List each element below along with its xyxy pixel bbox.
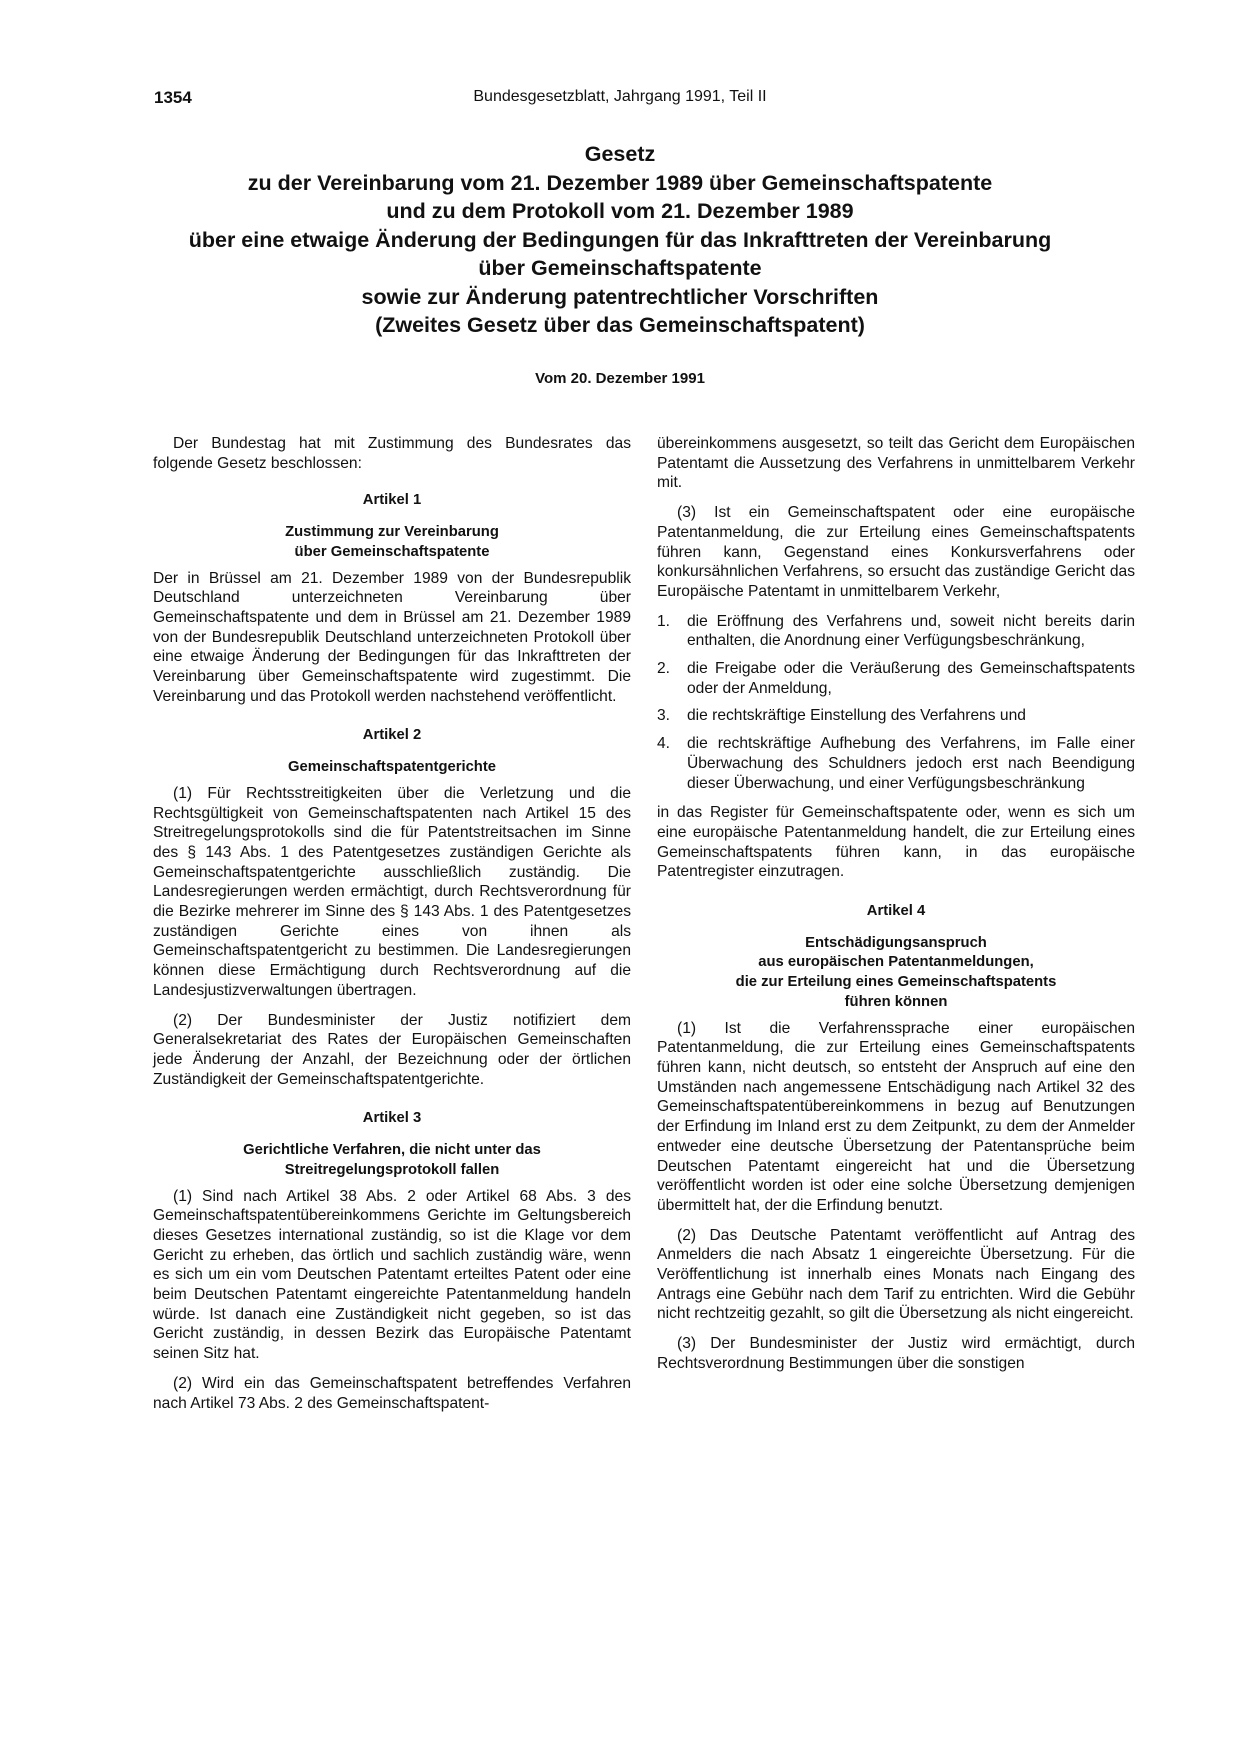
title-line: über Gemeinschaftspatente	[478, 256, 762, 280]
article-3-number: Artikel 3	[362, 1110, 422, 1127]
article-2-number: Artikel 2	[362, 727, 422, 744]
title-line: und zu dem Protokoll vom 21. Dezember 1989	[386, 199, 854, 223]
title-line: (Zweites Gesetz über das Gemeinschaftspatent)	[375, 313, 865, 337]
law-title	[80, 140, 1160, 340]
article-title-line: Zustimmung zur Vereinbarung	[285, 524, 499, 541]
article-3-paragraph-2: (2) Wird ein das Gemeinschaftspatent betreffendes Verfahren nach Artikel 73 Abs. 2 des Gemeinschaftspatent-	[153, 1374, 631, 1412]
right-column	[657, 434, 1135, 1384]
title-line: Gesetz	[584, 142, 656, 166]
list-item	[657, 706, 1135, 726]
list-item	[657, 659, 1135, 698]
article-4-paragraph-3: (3) Der Bundesminister der Justiz wird ermächtigt, durch Rechtsverordnung Bestimmungen über die sonstigen	[657, 1335, 1135, 1372]
article-3-paragraph-1: (1) Sind nach Artikel 38 Abs. 2 oder Artikel 68 Abs. 3 des Gemeinschaftspatentübereinkommens Gerichte im Geltungsbereich dieses Gesetzes international zuständig, so ist die Klage vor dem Gericht zu erheben, das örtlich und sachlich zuständig wäre, wenn es sich um ein vom Deutschen Patentamt erteiltes Patent oder eine beim Deutschen Patentamt eingereichte Patentanmeldung handeln würde. Ist danach eine Zuständigkeit nicht gegeben, so ist das Gericht zuständig, in dessen Bezirk das Europäische Patentamt seinen Sitz hat.	[153, 1187, 631, 1363]
law-date: Vom 20. Dezember 1991	[535, 370, 705, 387]
running-title: Bundesgesetzblatt, Jahrgang 1991, Teil II	[473, 88, 767, 105]
article-2-paragraph-1: (1) Für Rechtsstreitigkeiten über die Verletzung und die Rechtsgültigkeit von Gemeinschaftspatenten nach Artikel 15 des Streitregelungsprotokolls sind die für Patentstreitsachen im Sinne des § 143 Abs. 1 des Patentgesetzes zuständigen Gerichte als Gemeinschaftspatentgerichte ausschließlich zuständig. Die Landesregierungen werden ermächtigt, durch Rechtsverordnung für die Bezirke mehrerer im Sinne des § 143 Abs. 1 des Patentgesetzes zuständigen Gerichte eines von ihnen als Gemeinschaftspatentgericht zu bestimmen. Die Landesregierungen können diese Ermächtigung durch Rechtsverordnung auf die Landesjustizverwaltungen übertragen.	[153, 784, 631, 999]
article-3-paragraph-3-end: in das Register für Gemeinschaftspatente oder, wenn es sich um eine europäische Patentanmeldung handelt, die zur Erteilung eines Gemeinschaftspatents führen kann, in das europäische Patentregister einzutragen.	[657, 804, 1135, 881]
list-item	[657, 734, 1135, 793]
title-line: über eine etwaige Änderung der Bedingungen für das Inkrafttreten der Vereinbarung	[188, 227, 1052, 252]
article-title-line: Entschädigungsanspruch	[805, 934, 987, 951]
list-item-text: die Eröffnung des Verfahrens und, soweit nicht bereits darin enthalten, die Anordnung einer Verfügungsbeschränkung,	[687, 612, 1135, 650]
list-item-number: 2.	[657, 660, 671, 678]
article-title-line: Gemeinschaftspatentgerichte	[287, 759, 497, 776]
article-title-line: aus europäischen Patentanmeldungen,	[758, 954, 1034, 971]
article-3-title	[153, 1141, 631, 1180]
list-item	[657, 612, 1135, 651]
intro-paragraph: Der Bundestag hat mit Zustimmung des Bundesrates das folgende Gesetz beschlossen:	[153, 435, 631, 472]
article-title-line: führen können	[844, 993, 948, 1010]
article-1-text: Der in Brüssel am 21. Dezember 1989 von der Bundesrepublik Deutschland unterzeichneten Vereinbarung über Gemeinschaftspatente und dem in Brüssel am 21. Dezember 1989 von der Bundesrepublik Deutschland unterzeichneten Protokoll über eine etwaige Änderung der Bedingungen für das Inkrafttreten der Vereinbarung über Gemeinschaftspatente wird zugestimmt. Die Vereinbarung und das Protokoll werden nachstehend veröffentlicht.	[153, 569, 631, 705]
page-header	[0, 88, 1240, 112]
article-1-title	[153, 523, 631, 562]
article-4-number: Artikel 4	[866, 903, 926, 920]
article-3-paragraph-2-continued: übereinkommens ausgesetzt, so teilt das Gericht dem Europäischen Patentamt die Aussetzung des Verfahrens in unmittelbarem Verkehr mit.	[657, 435, 1135, 492]
article-title-line: Gerichtliche Verfahren, die nicht unter das	[243, 1142, 541, 1159]
article-3-paragraph-3: (3) Ist ein Gemeinschaftspatent oder eine europäische Patentanmeldung, die zur Erteilung eines Gemeinschaftspatents führen kann, Gegenstand eines Konkursverfahrens oder konkursähnlichen Verfahrens, so ersucht das zuständige Gericht das Europäische Patentamt in unmittelbarem Verkehr,	[657, 504, 1135, 600]
article-title-line: Streitregelungsprotokoll fallen	[284, 1161, 500, 1178]
article-4-paragraph-1: (1) Ist die Verfahrenssprache einer europäischen Patentanmeldung, die zur Erteilung eines Gemeinschaftspatents führen kann, nicht deutsch, so entsteht der Anspruch auf eine den Umständen nach angemessene Entschädigung nach Artikel 32 des Gemeinschaftspatentübereinkommens in bezug auf Benutzungen der Erfindung im Inland erst zu dem Zeitpunkt, zu dem der Anmelder entweder eine deutsche Übersetzung der Patentansprüche beim Deutschen Patentamt eingereicht hat und die Übersetzung veröffentlicht worden ist oder eine solche Übersetzung demjenigen übermittelt hat, der die Erfindung benutzt.	[657, 1019, 1135, 1214]
article-4-title	[657, 934, 1135, 1013]
left-column	[153, 434, 631, 1423]
list-item-text: die rechtskräftige Einstellung des Verfahrens und	[687, 707, 1026, 725]
list-item-text: die Freigabe oder die Veräußerung des Gemeinschaftspatents oder der Anmeldung,	[687, 660, 1135, 697]
article-title-line: über Gemeinschaftspatente	[294, 543, 490, 560]
article-3-list	[657, 612, 1135, 794]
article-title-line: die zur Erteilung eines Gemeinschaftspatents	[735, 974, 1057, 991]
article-2-paragraph-2: (2) Der Bundesminister der Justiz notifiziert dem Generalsekretariat des Rates der Europäischen Gemeinschaften jede Änderung der Anzahl, der Bezeichnung oder der örtlichen Zuständigkeit der Gemeinschaftspatentgerichte.	[153, 1011, 631, 1088]
list-item-number: 4.	[657, 735, 671, 753]
list-item-number: 3.	[657, 707, 671, 725]
article-4-paragraph-2: (2) Das Deutsche Patentamt veröffentlicht auf Antrag des Anmelders die nach Absatz 1 eingereichte Übersetzung. Für die Veröffentlichung ist innerhalb eines Monats nach Eingang des Antrags eine Gebühr nach dem Tarif zu entrichten. Wird die Gebühr nicht rechtzeitig gezahlt, so gilt die Übersetzung als nicht eingereicht.	[657, 1226, 1135, 1323]
title-line: zu der Vereinbarung vom 21. Dezember 1989 über Gemeinschaftspatente	[247, 170, 993, 195]
title-line: sowie zur Änderung patentrechtlicher Vorschriften	[361, 284, 879, 309]
article-1-number: Artikel 1	[362, 492, 422, 509]
article-2-title	[153, 758, 631, 778]
list-item-text: die rechtskräftige Aufhebung des Verfahrens, im Falle einer Überwachung des Schuldners jedoch erst nach Beendigung dieser Überwachung, und einer Verfügungsbeschränkung	[687, 735, 1135, 792]
list-item-number: 1.	[657, 612, 671, 630]
page-number: 1354	[154, 88, 192, 107]
